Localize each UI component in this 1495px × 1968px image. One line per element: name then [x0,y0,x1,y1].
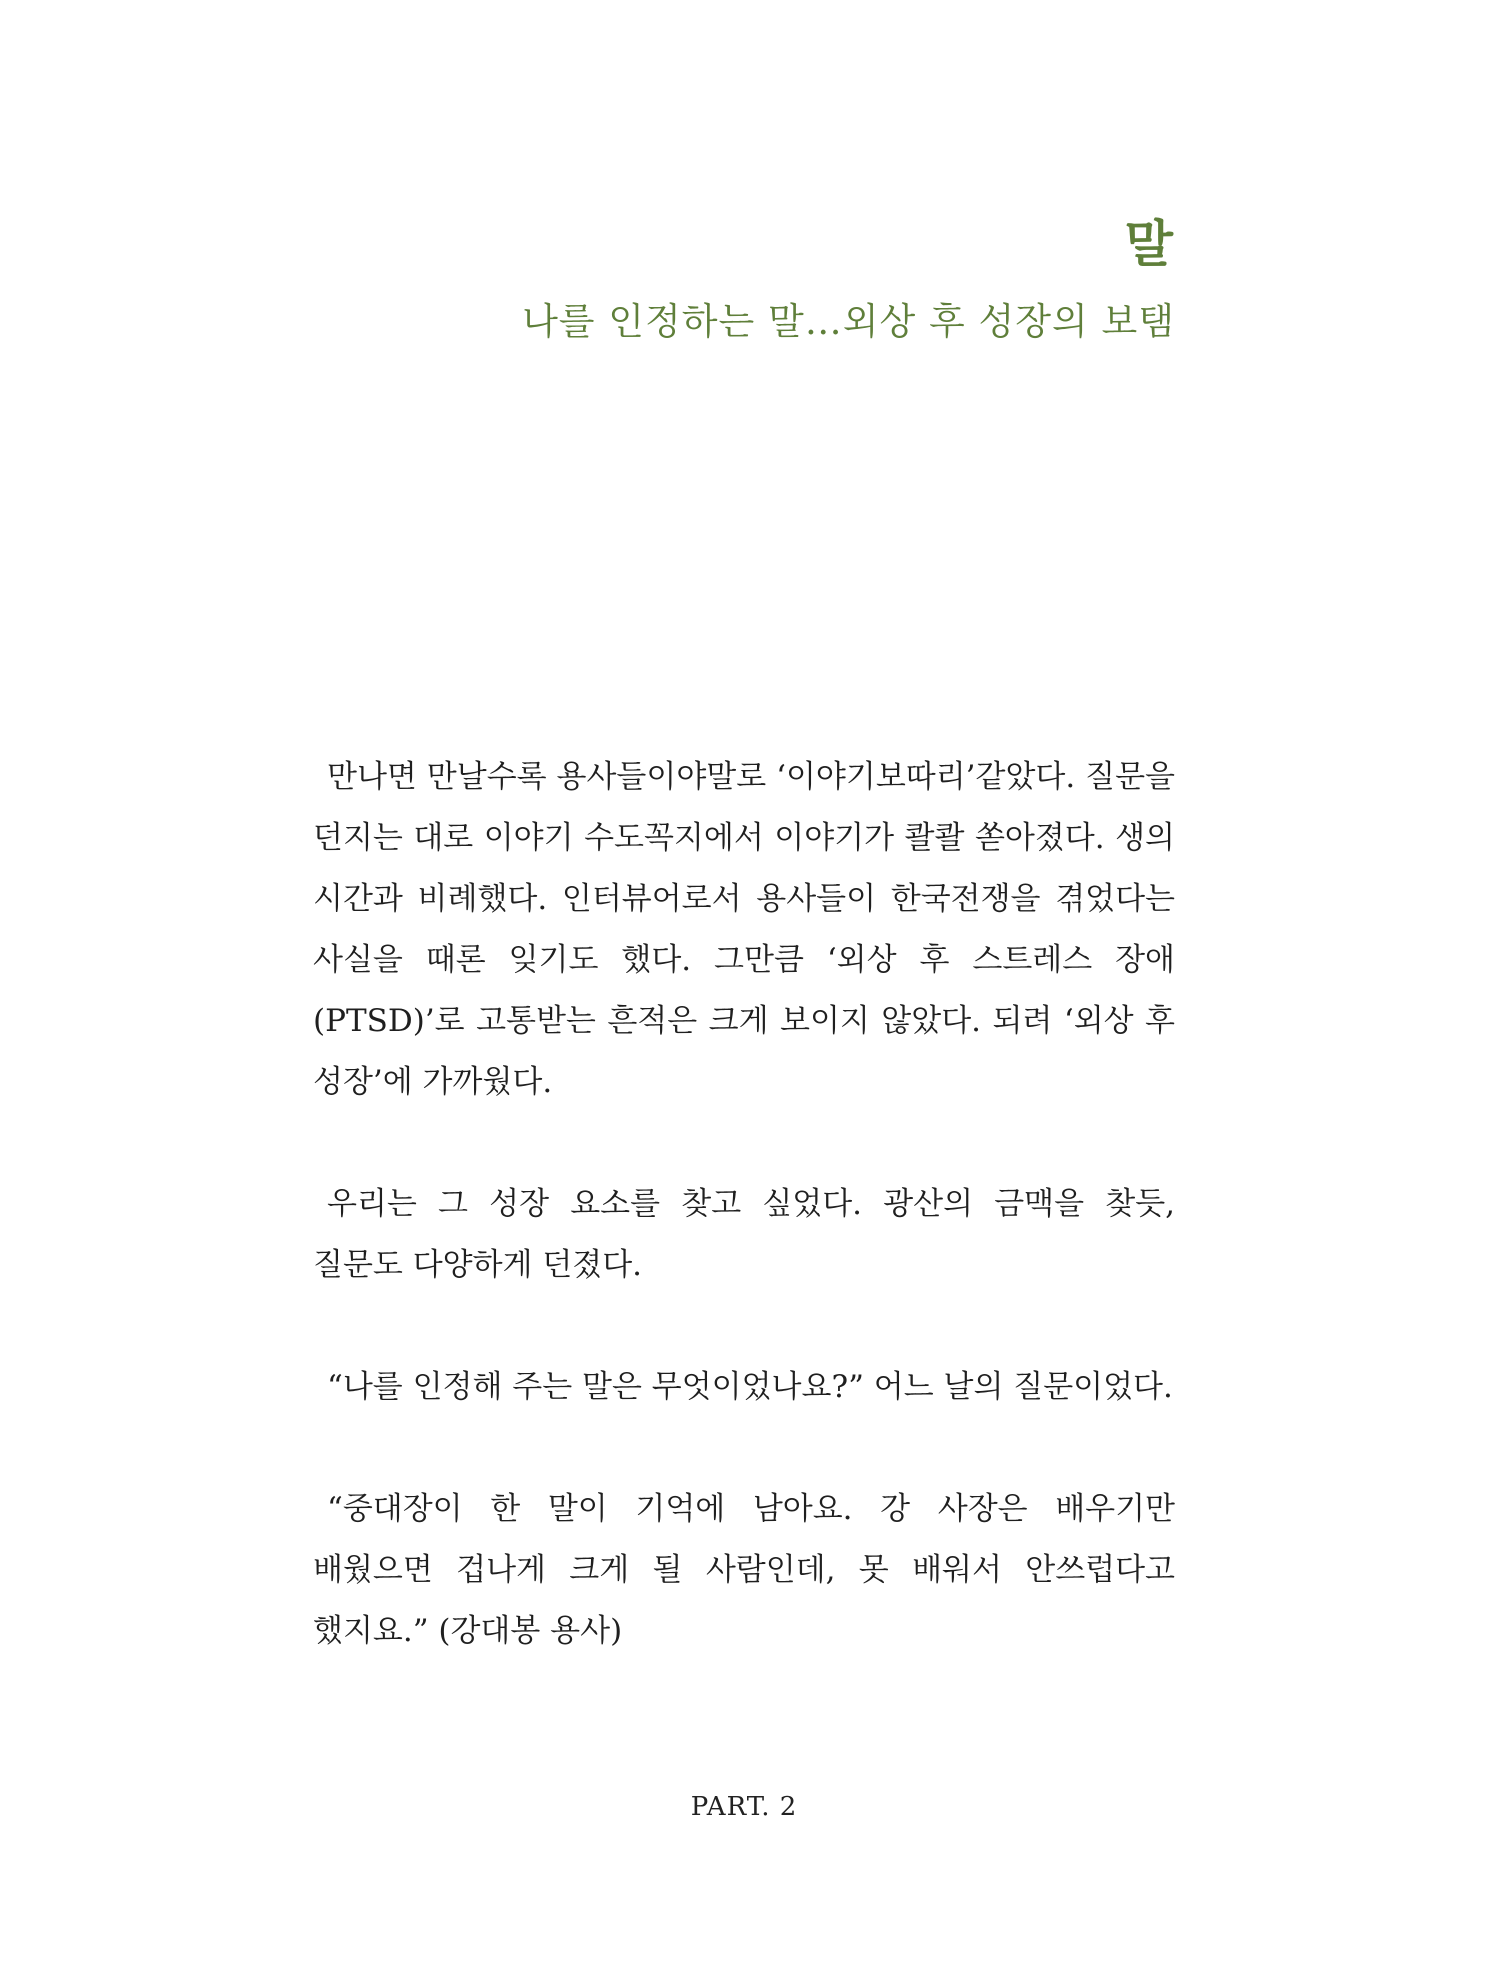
paragraph: 우리는 그 성장 요소를 찾고 싶었다. 광산의 금맥을 찾듯, 질문도 다양하게 던졌다. [313,1186,1175,1283]
body-text [313,747,1175,1662]
chapter-subtitle: 나를 인정하는 말…외상 후 성장의 보탬 [522,300,1175,343]
paragraph: 만나면 만날수록 용사들이야말로 ‘이야기보따리’같았다. 질문을 던지는 대로 이야기 수도꼭지에서 이야기가 콸콸 쏟아졌다. 생의 시간과 비례했다. 인터뷰어로서 용사들이 한국전쟁을 겪었다는 사실을 때론 잊기도 했다. 그만큼 ‘외상 후 스트레스 장애(PTSD)’로 고통받는 흔적은 크게 보이지 않았다. 되려 ‘외상 후 성장’에 가까웠다. [313,759,1175,1100]
page-footer-part-label: PART. 2 [690,1792,798,1822]
paragraph: “중대장이 한 말이 기억에 남아요. 강 사장은 배우기만 배웠으면 겁나게 크게 될 사람인데, 못 배워서 안쓰럽다고 했지요.” (강대봉 용사) [313,1491,1175,1649]
chapter-header [313,212,1175,350]
paragraph: “나를 인정해 주는 말은 무엇이었나요?” 어느 날의 질문이었다. [327,1369,1173,1405]
chapter-title: 말 [1124,214,1175,273]
book-page [313,0,1175,1968]
